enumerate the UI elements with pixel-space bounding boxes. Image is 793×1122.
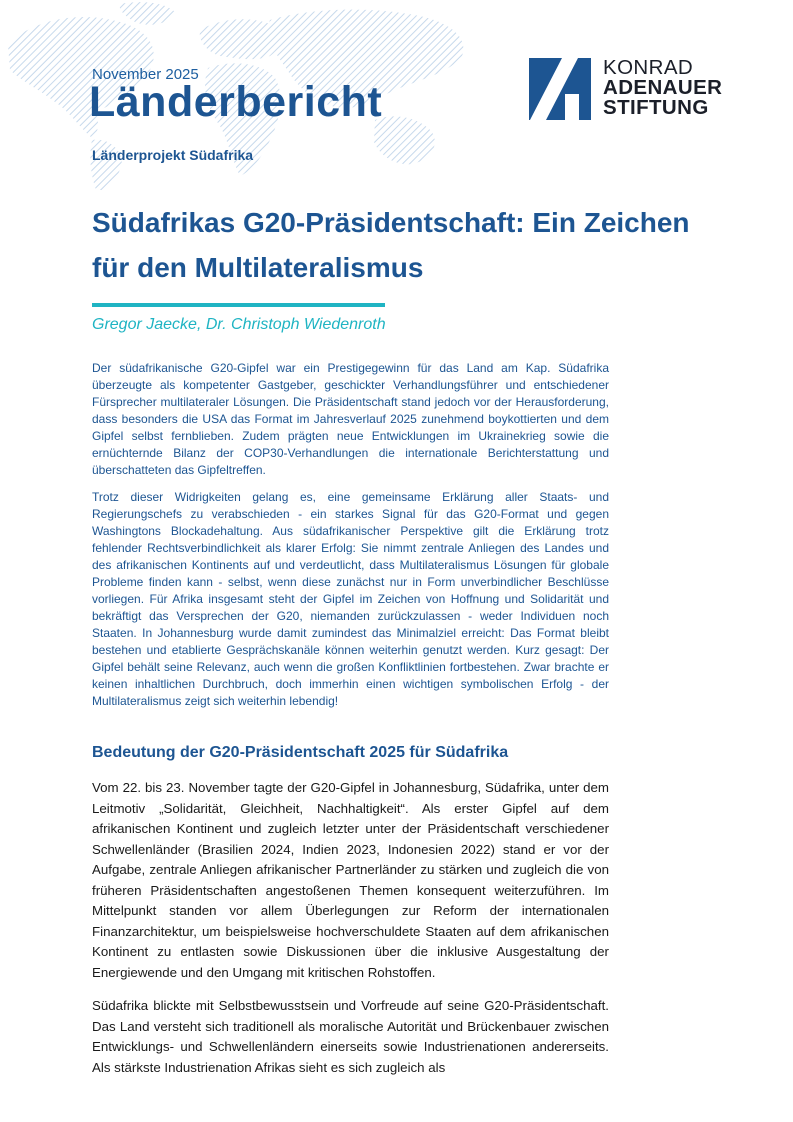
- body-paragraph: Vom 22. bis 23. November tagte der G20-Gipfel in Johannesburg, Südafrika, unter dem Leitmotiv „Solidarität, Gleichheit, Nachhaltigkeit“. Als erster Gipfel auf dem afrikanischen Kontinent und zugleich letzter unter der Präsidentschaft verschiedener Schwellenländer (Brasilien 2024, Indien 2023, Indonesien 2022) stand er vor der Aufgabe, zentrale Anliegen afrikanischer Partnerländer zu stärken und zugleich die von früheren Präsidentschaften angestoßenen Themen konsequent weiterzuführen. Im Mittelpunkt standen vor allem Überlegungen zur Reform der internationalen Finanzarchitektur, um beispielsweise hochverschuldete Staaten auf dem afrikanischen Kontinent zu entlasten sowie Diskussionen über die inklusive Ausgestaltung der Energiewende und den Umgang mit kritischen Rohstoffen.: [92, 780, 609, 980]
- report-date: November 2025: [92, 66, 199, 83]
- logo-line-3: STIFTUNG: [603, 96, 709, 119]
- report-type-heading: Länderbericht: [89, 78, 383, 126]
- kas-logo-mark: [529, 58, 591, 120]
- summary-paragraph: Der südafrikanische G20-Gipfel war ein Prestigegewinn für das Land am Kap. Südafrika überzeugte als kompetenter Gastgeber, geschickter Verhandlungsführer und entschiedener Fürsprecher multilateraler Lösungen. Die Präsidentschaft stand jedoch vor der Herausforderung, dass besonders die USA das Format im Jahresverlauf 2025 zunehmend boykottierten und dem Gipfel selbst fernblieben. Zudem prägten neue Entwicklungen im Ukrainekrieg sowie die ernüchternde Bilanz der COP30-Verhandlungen die internationale Berichterstattung und überschatteten das Gipfeltreffen.: [92, 361, 609, 477]
- summary-paragraph: Trotz dieser Widrigkeiten gelang es, eine gemeinsame Erklärung aller Staats- und Regierungschefs zu verabschieden - ein starkes Signal für das G20-Format und gegen Washingtons Blockadehaltung. Aus südafrikanischer Perspektive gilt die Erklärung trotz fehlender Rechtsverbindlichkeit als klarer Erfolg: Sie nimmt zentrale Anliegen des Landes und des afrikanischen Kontinents auf und verdeutlicht, dass Multilateralismus Lösungen für globale Probleme finden kann - selbst, wenn diese zunächst nur in Form unverbindlicher Beschlüsse vorliegen. Für Afrika insgesamt steht der Gipfel im Zeichen von Hoffnung und Solidarität und bekräftigt das Versprechen der G20, niemanden zurückzulassen - weder Individuen noch Staaten. In Johannesburg wurde damit zumindest das Minimalziel erreicht: Das Format bleibt bestehen und etablierte Gesprächskanäle können weiterhin genutzt werden. Kurz gesagt: Der Gipfel behält seine Relevanz, auch wenn die großen Konfliktlinien fortbestehen. Zwar brachte er keinen inhaltlichen Durchbruch, doch immerhin einen wichtigen symbolischen Erfolg - der Multilateralismus zeigt sich weiterhin lebendig!: [92, 490, 609, 708]
- logo-line-1: KONRAD: [603, 56, 694, 79]
- body-paragraph: Südafrika blickte mit Selbstbewusstsein und Vorfreude auf seine G20-Präsidentschaft. Das Land versteht sich traditionell als moralische Autorität und Brückenbauer zwischen Entwicklungs- und Schwellenländern einerseits sowie Industrienationen andererseits. Als stärkste Industrienation Afrikas sieht es sich zugleich als: [92, 998, 609, 1075]
- article-authors: Gregor Jaecke, Dr. Christoph Wiedenroth: [92, 316, 386, 333]
- project-name: Länderprojekt Südafrika: [92, 147, 254, 163]
- section-heading: Bedeutung der G20-Präsidentschaft 2025 für Südafrika: [92, 744, 509, 761]
- summary-block: [92, 360, 609, 720]
- logo-line-2: ADENAUER: [603, 76, 723, 99]
- kas-logo-wordmark: [603, 58, 722, 118]
- article-title: Südafrikas G20-Präsidentschaft: Ein Zeichen für den Multilateralismus: [92, 207, 690, 283]
- section-body: [92, 778, 609, 1091]
- title-divider: [92, 303, 385, 307]
- kas-logo: [529, 58, 749, 126]
